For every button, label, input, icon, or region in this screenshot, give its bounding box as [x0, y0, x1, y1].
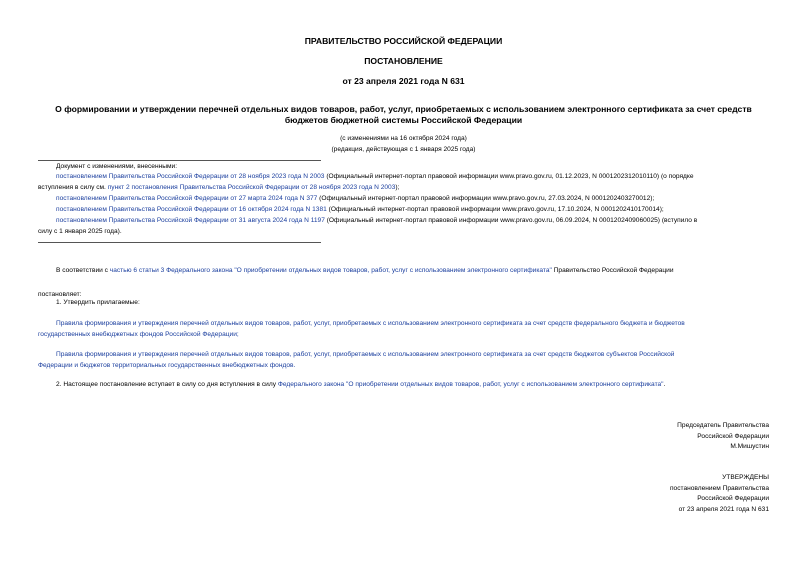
government-heading: ПРАВИТЕЛЬСТВО РОССИЙСКОЙ ФЕДЕРАЦИИ [304, 36, 503, 46]
signature-org: Российской Федерации [697, 432, 769, 440]
point-2: 2. Настоящее постановление вступает в силу со дня вступления в силу Федерального закона "О приобретении отдельных видов товаров, работ, услуг с использованием электронного сертификата". [56, 381, 666, 388]
approved-by: постановлением Правительства [669, 484, 769, 492]
change-item: постановлением Правительства Российской Федерации от 16 октября 2024 года N 1381 (Официальный интернет-портал правовой информации www.pravo.gov.ru, 17.10.2024, N 0001202410170014); [56, 206, 664, 213]
approved-block [670, 473, 769, 515]
approved-date: от 23 апреля 2021 года N 631 [678, 505, 769, 513]
rules-federal-paragraph [38, 319, 768, 340]
change-link-point2[interactable]: пункт 2 постановления Правительства Российской Федерации от 28 ноября 2023 года N 2003 [107, 184, 396, 191]
preamble-paragraph: В соответствии с частью 6 статьи 3 Федерального закона "О приобретении отдельных видов товаров, работ, услуг с использованием электронного сертификата" Правительство Российской Федерации [56, 267, 674, 274]
changes-intro: Документ с изменениями, внесенными: [56, 163, 178, 170]
rules-federal-link-cont[interactable]: государственных внебюджетных фондов Российской Федерации; [38, 330, 239, 338]
change-item-continued: вступления в силу см. пункт 2 постановления Правительства Российской Федерации от 28 ноября 2023 года N 2003); [38, 184, 400, 191]
rules-regional-link-cont[interactable]: Федерации и бюджетов территориальных государственных внебюджетных фондов. [38, 361, 296, 369]
point-1: 1. Утвердить прилагаемые: [56, 299, 140, 306]
change-link-1381[interactable]: постановлением Правительства Российской Федерации от 16 октября 2024 года N 1381 [56, 206, 327, 213]
change-link-377[interactable]: постановлением Правительства Российской Федерации от 27 марта 2024 года N 377 [56, 195, 318, 202]
date-number-heading: от 23 апреля 2021 года N 631 [342, 76, 465, 86]
changes-bottom-rule [38, 242, 321, 243]
change-item: постановлением Правительства Российской Федерации от 31 августа 2024 года N 1197 (Официальный интернет-портал правовой информации www.pravo.gov.ru, 06.09.2024, N 0001202409060025) (вступило в [56, 217, 698, 224]
federal-law-link[interactable]: Федерального закона "О приобретении отдельных видов товаров, работ, услуг с использованием электронного сертификата" [277, 381, 664, 388]
doc-type-heading: ПОСТАНОВЛЕНИЕ [364, 56, 443, 66]
change-link-1197[interactable]: постановлением Правительства Российской Федерации от 31 августа 2024 года N 1197 [56, 217, 325, 224]
resolves-text: постановляет: [38, 291, 82, 298]
rules-regional-paragraph [38, 350, 768, 371]
change-item: постановлением Правительства Российской Федерации от 27 марта 2024 года N 377 (Официальный интернет-портал правовой информации www.pravo.gov.ru, 27.03.2024, N 0001202403270012); [56, 195, 655, 202]
rules-federal-link[interactable]: Правила формирования и утверждения перечней отдельных видов товаров, работ, услуг, приобретаемых с использованием электронного сертификата за счет средств федерального бюджета и бюджетов [56, 320, 685, 327]
changes-top-rule [38, 160, 321, 161]
rules-regional-link[interactable]: Правила формирования и утверждения перечней отдельных видов товаров, работ, услуг, приобретаемых с использованием электронного сертификата за счет средств бюджетов субъектов Российской [56, 351, 675, 358]
law-link-part6[interactable]: частью 6 статьи 3 Федерального закона "О приобретении отдельных видов товаров, работ, услуг с использованием электронного сертификата" [109, 267, 552, 274]
approved-title: УТВЕРЖДЕНЫ [722, 474, 769, 481]
approved-org: Российской Федерации [697, 495, 769, 502]
signature-block [677, 421, 769, 453]
change-link-2003[interactable]: постановлением Правительства Российской Федерации от 28 ноября 2023 года N 2003 [56, 173, 325, 180]
edition-note-2: (редакция, действующая с 1 января 2025 года) [331, 146, 476, 153]
signature-position: Председатель Правительства [677, 422, 769, 429]
edition-note-1: (с изменениями на 16 октября 2024 года) [340, 135, 467, 142]
change-item-continued: силу с 1 января 2025 года). [38, 228, 122, 235]
doc-title-line1: О формировании и утверждении перечней отдельных видов товаров, работ, услуг, приобретаемых с использованием электронного сертификата за счет средств [55, 104, 752, 114]
signature-name: М.Мишустин [730, 443, 769, 450]
doc-title-line2: бюджетов бюджетной системы Российской Федерации [284, 115, 523, 125]
change-item: постановлением Правительства Российской Федерации от 28 ноября 2023 года N 2003 (Официальный интернет-портал правовой информации www.pravo.gov.ru, 01.12.2023, N 0001202312010110) (о порядке [56, 173, 694, 180]
